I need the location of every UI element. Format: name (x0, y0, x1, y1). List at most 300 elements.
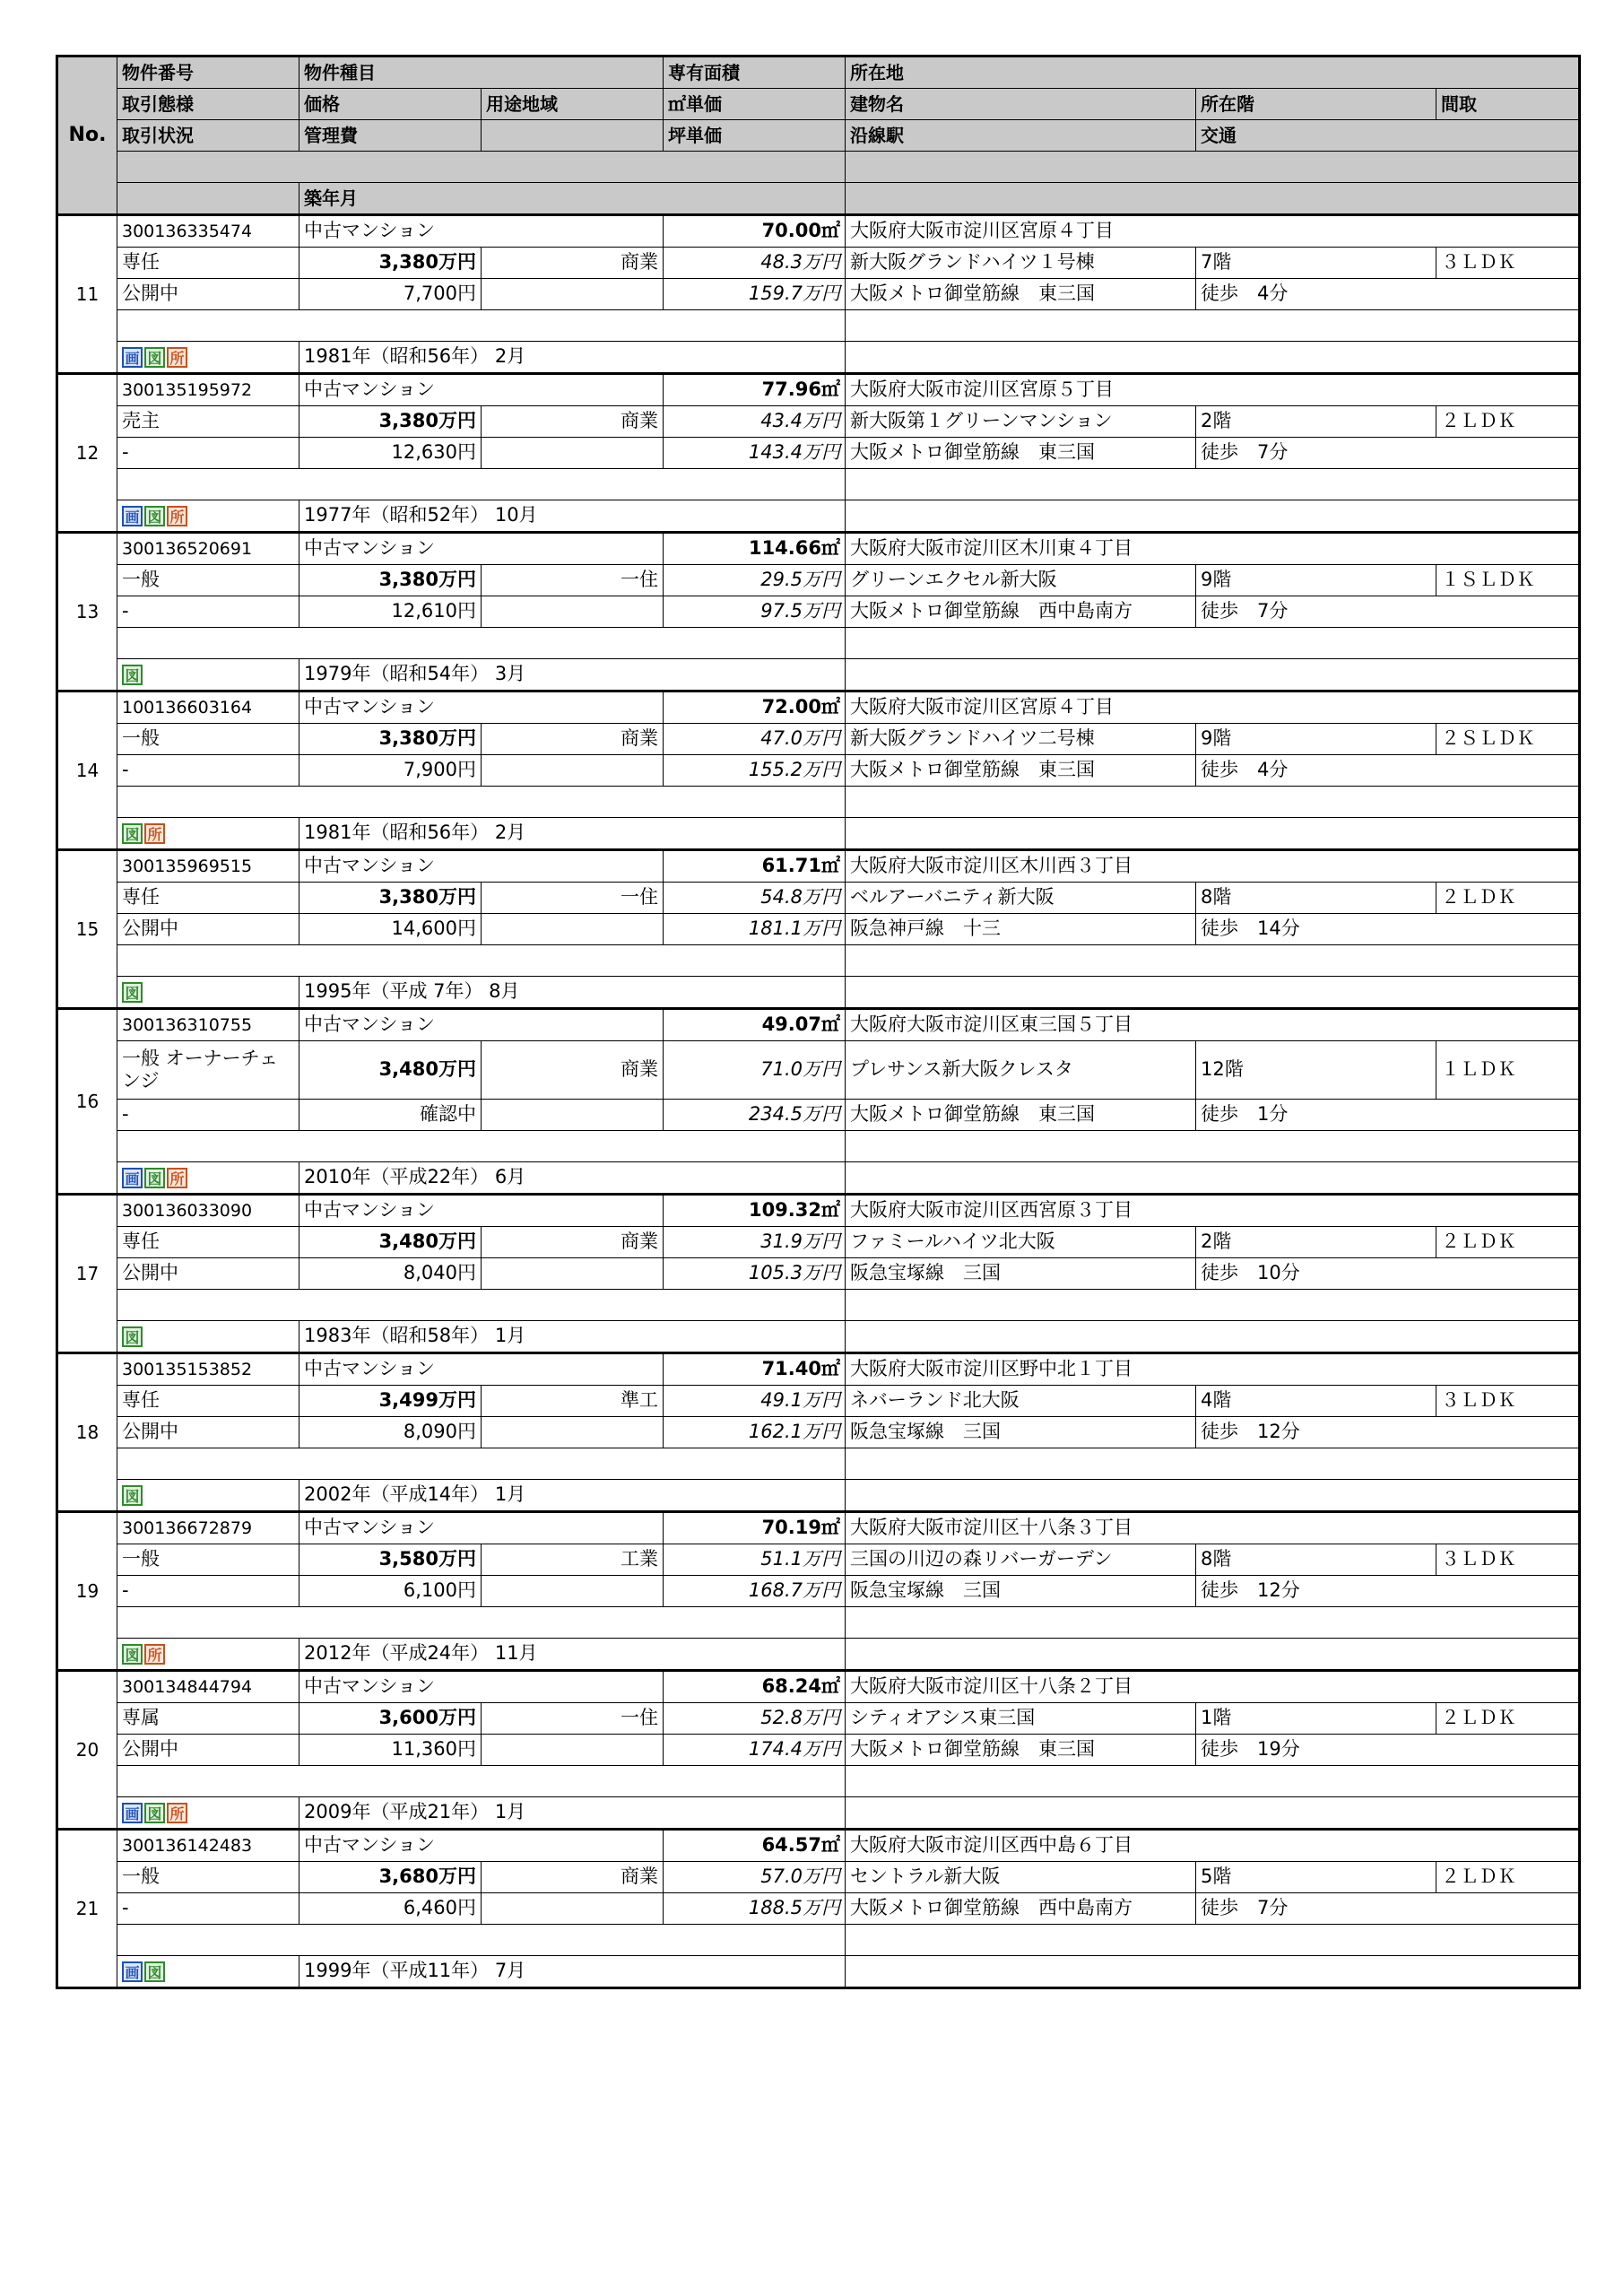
zu-icon[interactable]: 図 (122, 665, 143, 685)
listing-icons (117, 500, 299, 533)
listing-line: 大阪メトロ御堂筋線 東三国 (846, 279, 1196, 310)
listing-m2-price: 52.8万円 (664, 1703, 846, 1735)
listing-built: 2009年（平成21年） 1月 (299, 1797, 846, 1830)
listing-layout: １ＳＬＤＫ (1436, 565, 1580, 596)
listing-blank-row (117, 945, 846, 977)
listing-m2-price: 54.8万円 (664, 883, 846, 914)
zu-icon[interactable]: 図 (144, 1803, 165, 1823)
listing-type: 中古マンション (299, 1512, 664, 1544)
listing-fee: 6,100円 (299, 1576, 482, 1607)
listing-id: 300136672879 (117, 1512, 299, 1544)
listing-no: 15 (57, 850, 117, 1009)
listing-fee: 11,360円 (299, 1735, 482, 1766)
listing-row (57, 977, 1580, 1009)
listing-floor: 7階 (1196, 248, 1436, 279)
listing-blank-cell (846, 1321, 1580, 1353)
listing-blank-row (117, 1925, 846, 1956)
listing-m2-price: 57.0万円 (664, 1862, 846, 1893)
listing-m2-price: 47.0万円 (664, 724, 846, 755)
listing-blank-cell (482, 1893, 664, 1925)
zu-icon[interactable]: 図 (144, 1961, 165, 1982)
listing-area: 114.66㎡ (664, 533, 846, 565)
listing-line: 阪急神戸線 十三 (846, 914, 1196, 945)
listing-id: 300135195972 (117, 374, 299, 406)
listing-row (57, 1893, 1580, 1925)
listing-fee: 7,700円 (299, 279, 482, 310)
listing-access: 徒歩 7分 (1196, 596, 1580, 628)
listing-status: - (117, 1576, 299, 1607)
listing-blank-cell (846, 1797, 1580, 1830)
header-chikunengetsu: 築年月 (299, 183, 846, 215)
listing-deal: 一般 (117, 724, 299, 755)
listing-icons (117, 659, 299, 691)
listing-tsubo-price: 162.1万円 (664, 1417, 846, 1448)
listing-line: 大阪メトロ御堂筋線 東三国 (846, 438, 1196, 469)
ga-icon[interactable]: 画 (122, 506, 143, 526)
listing-access: 徒歩 4分 (1196, 755, 1580, 787)
listing-row (57, 1639, 1580, 1671)
listing-area: 109.32㎡ (664, 1195, 846, 1227)
listing-blank-row-right (846, 628, 1580, 659)
listing-m2-price: 71.0万円 (664, 1041, 846, 1100)
listing-no: 20 (57, 1671, 117, 1830)
ga-icon[interactable]: 画 (122, 1961, 143, 1982)
listing-floor: 2階 (1196, 406, 1436, 438)
listing-layout: ２ＬＤＫ (1436, 1703, 1580, 1735)
header-blank-cell (117, 183, 299, 215)
listing-row (57, 1797, 1580, 1830)
listing-blank-row-right (846, 1925, 1580, 1956)
listing-type: 中古マンション (299, 1009, 664, 1041)
listing-icons (117, 977, 299, 1009)
header-no: No. (57, 57, 117, 215)
listing-fee: 7,900円 (299, 755, 482, 787)
listing-tsubo-price: 188.5万円 (664, 1893, 846, 1925)
listing-layout: ２ＬＤＫ (1436, 1227, 1580, 1258)
listing-blank-row-right (846, 1448, 1580, 1480)
listing-built: 1977年（昭和52年） 10月 (299, 500, 846, 533)
listing-layout: ３ＬＤＫ (1436, 1386, 1580, 1417)
listing-no: 19 (57, 1512, 117, 1671)
listing-address: 大阪府大阪市淀川区野中北１丁目 (846, 1353, 1580, 1386)
listing-blank-cell (846, 659, 1580, 691)
listing-layout: １ＬＤＫ (1436, 1041, 1580, 1100)
listing-row (57, 1195, 1580, 1227)
listing-price: 3,480万円 (299, 1041, 482, 1100)
listing-row (57, 1956, 1580, 1988)
listing-blank-cell (846, 1956, 1580, 1988)
listing-no: 13 (57, 533, 117, 691)
listing-address: 大阪府大阪市淀川区宮原４丁目 (846, 215, 1580, 248)
listing-zoning: 商業 (482, 248, 664, 279)
listing-building: 新大阪第１グリーンマンション (846, 406, 1196, 438)
listing-row (57, 1480, 1580, 1512)
listing-access: 徒歩 12分 (1196, 1576, 1580, 1607)
listing-floor: 4階 (1196, 1386, 1436, 1417)
listing-blank-row (117, 1448, 846, 1480)
header-tsubo-tanka: 坪単価 (664, 120, 846, 152)
listing-row (57, 755, 1580, 787)
listing-blank-cell (482, 914, 664, 945)
listing-fee: 12,630円 (299, 438, 482, 469)
listing-blank-cell (846, 1480, 1580, 1512)
listing-blank-cell (846, 500, 1580, 533)
zu-icon[interactable]: 図 (122, 1485, 143, 1506)
listing-access: 徒歩 12分 (1196, 1417, 1580, 1448)
listing-row (57, 914, 1580, 945)
listing-building: 新大阪グランドハイツ二号棟 (846, 724, 1196, 755)
header-kakaku: 価格 (299, 89, 482, 120)
listing-tsubo-price: 181.1万円 (664, 914, 846, 945)
listing-line: 阪急宝塚線 三国 (846, 1417, 1196, 1448)
listing-tsubo-price: 155.2万円 (664, 755, 846, 787)
listing-type: 中古マンション (299, 1195, 664, 1227)
listing-row (57, 1162, 1580, 1195)
listing-fee: 8,040円 (299, 1258, 482, 1290)
header-tatemono-mei: 建物名 (846, 89, 1196, 120)
listing-type: 中古マンション (299, 533, 664, 565)
listing-blank-cell (482, 1576, 664, 1607)
listing-row (57, 1703, 1580, 1735)
listing-fee: 12,610円 (299, 596, 482, 628)
listing-deal: 一般 (117, 1862, 299, 1893)
listing-zoning: 工業 (482, 1544, 664, 1576)
listing-address: 大阪府大阪市淀川区宮原４丁目 (846, 691, 1580, 724)
table-header (57, 57, 1580, 215)
listing-blank-row-right (846, 787, 1580, 818)
listing-deal: 一般 オーナーチェンジ (117, 1041, 299, 1100)
listing-blank-cell (482, 596, 664, 628)
listing-blank-cell (482, 1417, 664, 1448)
listing-row (57, 1830, 1580, 1862)
ga-icon[interactable]: 画 (122, 1168, 143, 1188)
listing-blank-cell (846, 342, 1580, 374)
listing-building: グリーンエクセル新大阪 (846, 565, 1196, 596)
listing-access: 徒歩 1分 (1196, 1100, 1580, 1131)
listing-blank-cell (482, 1100, 664, 1131)
listing-no: 16 (57, 1009, 117, 1195)
listing-layout: ２ＬＤＫ (1436, 1862, 1580, 1893)
listing-status: - (117, 596, 299, 628)
listing-building: ベルアーバニティ新大阪 (846, 883, 1196, 914)
listing-tsubo-price: 174.4万円 (664, 1735, 846, 1766)
listing-no: 18 (57, 1353, 117, 1512)
header-m2-tanka: ㎡単価 (664, 89, 846, 120)
listing-row (57, 1735, 1580, 1766)
listing-row (57, 1862, 1580, 1893)
header-shozaichi: 所在地 (846, 57, 1580, 89)
listing-layout: ２ＬＤＫ (1436, 406, 1580, 438)
listing-blank-row (117, 1607, 846, 1639)
listing-blank-row-right (846, 1766, 1580, 1797)
listing-floor: 2階 (1196, 1227, 1436, 1258)
listing-price: 3,600万円 (299, 1703, 482, 1735)
listing-id: 300136033090 (117, 1195, 299, 1227)
listing-blank-cell (482, 755, 664, 787)
listing-row (57, 1009, 1580, 1041)
listing-status: 公開中 (117, 1735, 299, 1766)
listing-row (57, 787, 1580, 818)
listing-built: 1981年（昭和56年） 2月 (299, 342, 846, 374)
listing-type: 中古マンション (299, 1671, 664, 1703)
listing-type: 中古マンション (299, 374, 664, 406)
listing-access: 徒歩 14分 (1196, 914, 1580, 945)
listing-line: 大阪メトロ御堂筋線 東三国 (846, 755, 1196, 787)
listing-price: 3,380万円 (299, 883, 482, 914)
zu-icon[interactable]: 図 (122, 1644, 143, 1665)
listing-built: 1979年（昭和54年） 3月 (299, 659, 846, 691)
listing-deal: 一般 (117, 565, 299, 596)
listing-no: 11 (57, 215, 117, 374)
header-blank-cell (846, 183, 1580, 215)
listing-building: ネバーランド北大阪 (846, 1386, 1196, 1417)
listing-blank-row (117, 310, 846, 342)
ga-icon[interactable]: 画 (122, 1803, 143, 1823)
listing-status: - (117, 1893, 299, 1925)
listing-blank-row (117, 1290, 846, 1321)
listing-fee: 確認中 (299, 1100, 482, 1131)
listing-row (57, 1766, 1580, 1797)
listing-blank-cell (482, 279, 664, 310)
listing-built: 1981年（昭和56年） 2月 (299, 818, 846, 850)
listing-zoning: 一住 (482, 883, 664, 914)
listing-blank-row (117, 628, 846, 659)
listing-row (57, 1386, 1580, 1417)
header-ensen-eki: 沿線駅 (846, 120, 1196, 152)
listing-price: 3,580万円 (299, 1544, 482, 1576)
listing-row (57, 724, 1580, 755)
listing-id: 300135153852 (117, 1353, 299, 1386)
sho-icon[interactable]: 所 (167, 506, 187, 526)
listing-blank-cell (846, 1162, 1580, 1195)
sho-icon[interactable]: 所 (144, 823, 165, 844)
header-senyu-menseki: 専有面積 (664, 57, 846, 89)
listing-zoning: 準工 (482, 1386, 664, 1417)
listing-row (57, 565, 1580, 596)
listing-deal: 専属 (117, 1703, 299, 1735)
listing-m2-price: 31.9万円 (664, 1227, 846, 1258)
listing-floor: 1階 (1196, 1703, 1436, 1735)
listing-floor: 12階 (1196, 1041, 1436, 1100)
listing-row (57, 1258, 1580, 1290)
listing-row (57, 1131, 1580, 1162)
listing-row (57, 248, 1580, 279)
listing-line: 大阪メトロ御堂筋線 東三国 (846, 1735, 1196, 1766)
listing-blank-cell (482, 1735, 664, 1766)
listing-built: 2002年（平成14年） 1月 (299, 1480, 846, 1512)
listing-row (57, 691, 1580, 724)
listing-floor: 8階 (1196, 883, 1436, 914)
ga-icon[interactable]: 画 (122, 347, 143, 368)
sho-icon[interactable]: 所 (167, 347, 187, 368)
sho-icon[interactable]: 所 (167, 1168, 187, 1188)
listing-zoning: 一住 (482, 565, 664, 596)
header-yoto-chiiki: 用途地域 (482, 89, 664, 120)
listing-fee: 6,460円 (299, 1893, 482, 1925)
listing-row (57, 883, 1580, 914)
listing-id: 300136310755 (117, 1009, 299, 1041)
listing-status: - (117, 755, 299, 787)
listing-id: 300134844794 (117, 1671, 299, 1703)
listing-access: 徒歩 7分 (1196, 1893, 1580, 1925)
listing-area: 70.19㎡ (664, 1512, 846, 1544)
listing-address: 大阪府大阪市淀川区木川東４丁目 (846, 533, 1580, 565)
zu-icon[interactable]: 図 (122, 982, 143, 1003)
listing-type: 中古マンション (299, 691, 664, 724)
listing-row (57, 500, 1580, 533)
listing-blank-row (117, 469, 846, 500)
listing-table (56, 55, 1581, 1989)
listing-area: 77.96㎡ (664, 374, 846, 406)
listing-row (57, 1576, 1580, 1607)
listing-area: 64.57㎡ (664, 1830, 846, 1862)
listing-deal: 一般 (117, 1544, 299, 1576)
listing-icons (117, 1797, 299, 1830)
listing-fee: 8,090円 (299, 1417, 482, 1448)
listing-line: 大阪メトロ御堂筋線 西中島南方 (846, 1893, 1196, 1925)
zu-icon[interactable]: 図 (144, 347, 165, 368)
listing-deal: 専任 (117, 1227, 299, 1258)
listing-address: 大阪府大阪市淀川区十八条２丁目 (846, 1671, 1580, 1703)
listing-row (57, 596, 1580, 628)
listing-row (57, 1417, 1580, 1448)
listing-built: 1983年（昭和58年） 1月 (299, 1321, 846, 1353)
listing-tsubo-price: 159.7万円 (664, 279, 846, 310)
listing-row (57, 659, 1580, 691)
listing-row (57, 215, 1580, 248)
listing-building: 三国の川辺の森リバーガーデン (846, 1544, 1196, 1576)
listing-tsubo-price: 234.5万円 (664, 1100, 846, 1131)
listing-tsubo-price: 105.3万円 (664, 1258, 846, 1290)
listing-price: 3,380万円 (299, 406, 482, 438)
listing-building: ファミールハイツ北大阪 (846, 1227, 1196, 1258)
listing-type: 中古マンション (299, 1353, 664, 1386)
listing-id: 300135969515 (117, 850, 299, 883)
listing-id: 300136520691 (117, 533, 299, 565)
listing-floor: 9階 (1196, 565, 1436, 596)
sho-icon[interactable]: 所 (167, 1803, 187, 1823)
listing-blank-row-right (846, 1131, 1580, 1162)
listing-row (57, 1925, 1580, 1956)
zu-icon[interactable]: 図 (144, 506, 165, 526)
listing-row (57, 850, 1580, 883)
listing-row (57, 628, 1580, 659)
header-blank-row (117, 152, 846, 183)
listing-line: 大阪メトロ御堂筋線 西中島南方 (846, 596, 1196, 628)
listing-blank-row-right (846, 310, 1580, 342)
listing-icons (117, 1956, 299, 1988)
listing-row (57, 1512, 1580, 1544)
listing-row (57, 310, 1580, 342)
listing-blank-row (117, 787, 846, 818)
listing-icons (117, 1639, 299, 1671)
listing-row (57, 1671, 1580, 1703)
listing-built: 2010年（平成22年） 6月 (299, 1162, 846, 1195)
listing-price: 3,380万円 (299, 724, 482, 755)
listing-row (57, 1321, 1580, 1353)
listing-access: 徒歩 10分 (1196, 1258, 1580, 1290)
listing-row (57, 533, 1580, 565)
listing-tsubo-price: 143.4万円 (664, 438, 846, 469)
listing-address: 大阪府大阪市淀川区宮原５丁目 (846, 374, 1580, 406)
listing-layout: ２ＬＤＫ (1436, 883, 1580, 914)
listing-line: 阪急宝塚線 三国 (846, 1576, 1196, 1607)
listing-zoning: 商業 (482, 1041, 664, 1100)
header-bukken-shumoku: 物件種目 (299, 57, 664, 89)
listing-icons (117, 1321, 299, 1353)
listing-floor: 5階 (1196, 1862, 1436, 1893)
listing-zoning: 商業 (482, 1862, 664, 1893)
listing-blank-row-right (846, 1290, 1580, 1321)
listing-price: 3,480万円 (299, 1227, 482, 1258)
listing-blank-row-right (846, 469, 1580, 500)
listing-row (57, 818, 1580, 850)
listing-area: 70.00㎡ (664, 215, 846, 248)
listing-m2-price: 48.3万円 (664, 248, 846, 279)
listing-zoning: 一住 (482, 1703, 664, 1735)
listing-layout: ３ＬＤＫ (1436, 1544, 1580, 1576)
listing-type: 中古マンション (299, 1830, 664, 1862)
listing-address: 大阪府大阪市淀川区木川西３丁目 (846, 850, 1580, 883)
listing-zoning: 商業 (482, 1227, 664, 1258)
listing-icons (117, 1480, 299, 1512)
listing-built: 1995年（平成 7年） 8月 (299, 977, 846, 1009)
listing-status: 公開中 (117, 914, 299, 945)
zu-icon[interactable]: 図 (122, 823, 143, 844)
zu-icon[interactable]: 図 (122, 1326, 143, 1347)
listing-price: 3,680万円 (299, 1862, 482, 1893)
listing-blank-cell (482, 1258, 664, 1290)
header-torihiki-jokyo: 取引状況 (117, 120, 299, 152)
listing-row (57, 469, 1580, 500)
listing-blank-cell (846, 977, 1580, 1009)
listing-no: 12 (57, 374, 117, 533)
header-blank-cell (482, 120, 664, 152)
listing-row (57, 945, 1580, 977)
listing-row (57, 438, 1580, 469)
listing-row (57, 1290, 1580, 1321)
listing-row (57, 1544, 1580, 1576)
listing-no: 17 (57, 1195, 117, 1353)
listing-zoning: 商業 (482, 406, 664, 438)
listing-m2-price: 29.5万円 (664, 565, 846, 596)
listing-line: 阪急宝塚線 三国 (846, 1258, 1196, 1290)
zu-icon[interactable]: 図 (144, 1168, 165, 1188)
listing-row (57, 342, 1580, 374)
listing-floor: 8階 (1196, 1544, 1436, 1576)
listing-access: 徒歩 7分 (1196, 438, 1580, 469)
listing-area: 61.71㎡ (664, 850, 846, 883)
listing-building: プレサンス新大阪クレスタ (846, 1041, 1196, 1100)
listing-row (57, 279, 1580, 310)
listing-m2-price: 51.1万円 (664, 1544, 846, 1576)
header-madori: 間取 (1436, 89, 1580, 120)
listing-row (57, 1227, 1580, 1258)
listing-id: 100136603164 (117, 691, 299, 724)
listing-id: 300136142483 (117, 1830, 299, 1862)
sho-icon[interactable]: 所 (144, 1644, 165, 1665)
listing-no: 21 (57, 1830, 117, 1988)
listing-row (57, 1353, 1580, 1386)
listing-blank-row (117, 1131, 846, 1162)
listing-row (57, 1448, 1580, 1480)
listing-icons (117, 818, 299, 850)
listing-built: 1999年（平成11年） 7月 (299, 1956, 846, 1988)
header-bukken-bango: 物件番号 (117, 57, 299, 89)
listing-price: 3,380万円 (299, 248, 482, 279)
listing-area: 68.24㎡ (664, 1671, 846, 1703)
listing-status: 公開中 (117, 279, 299, 310)
